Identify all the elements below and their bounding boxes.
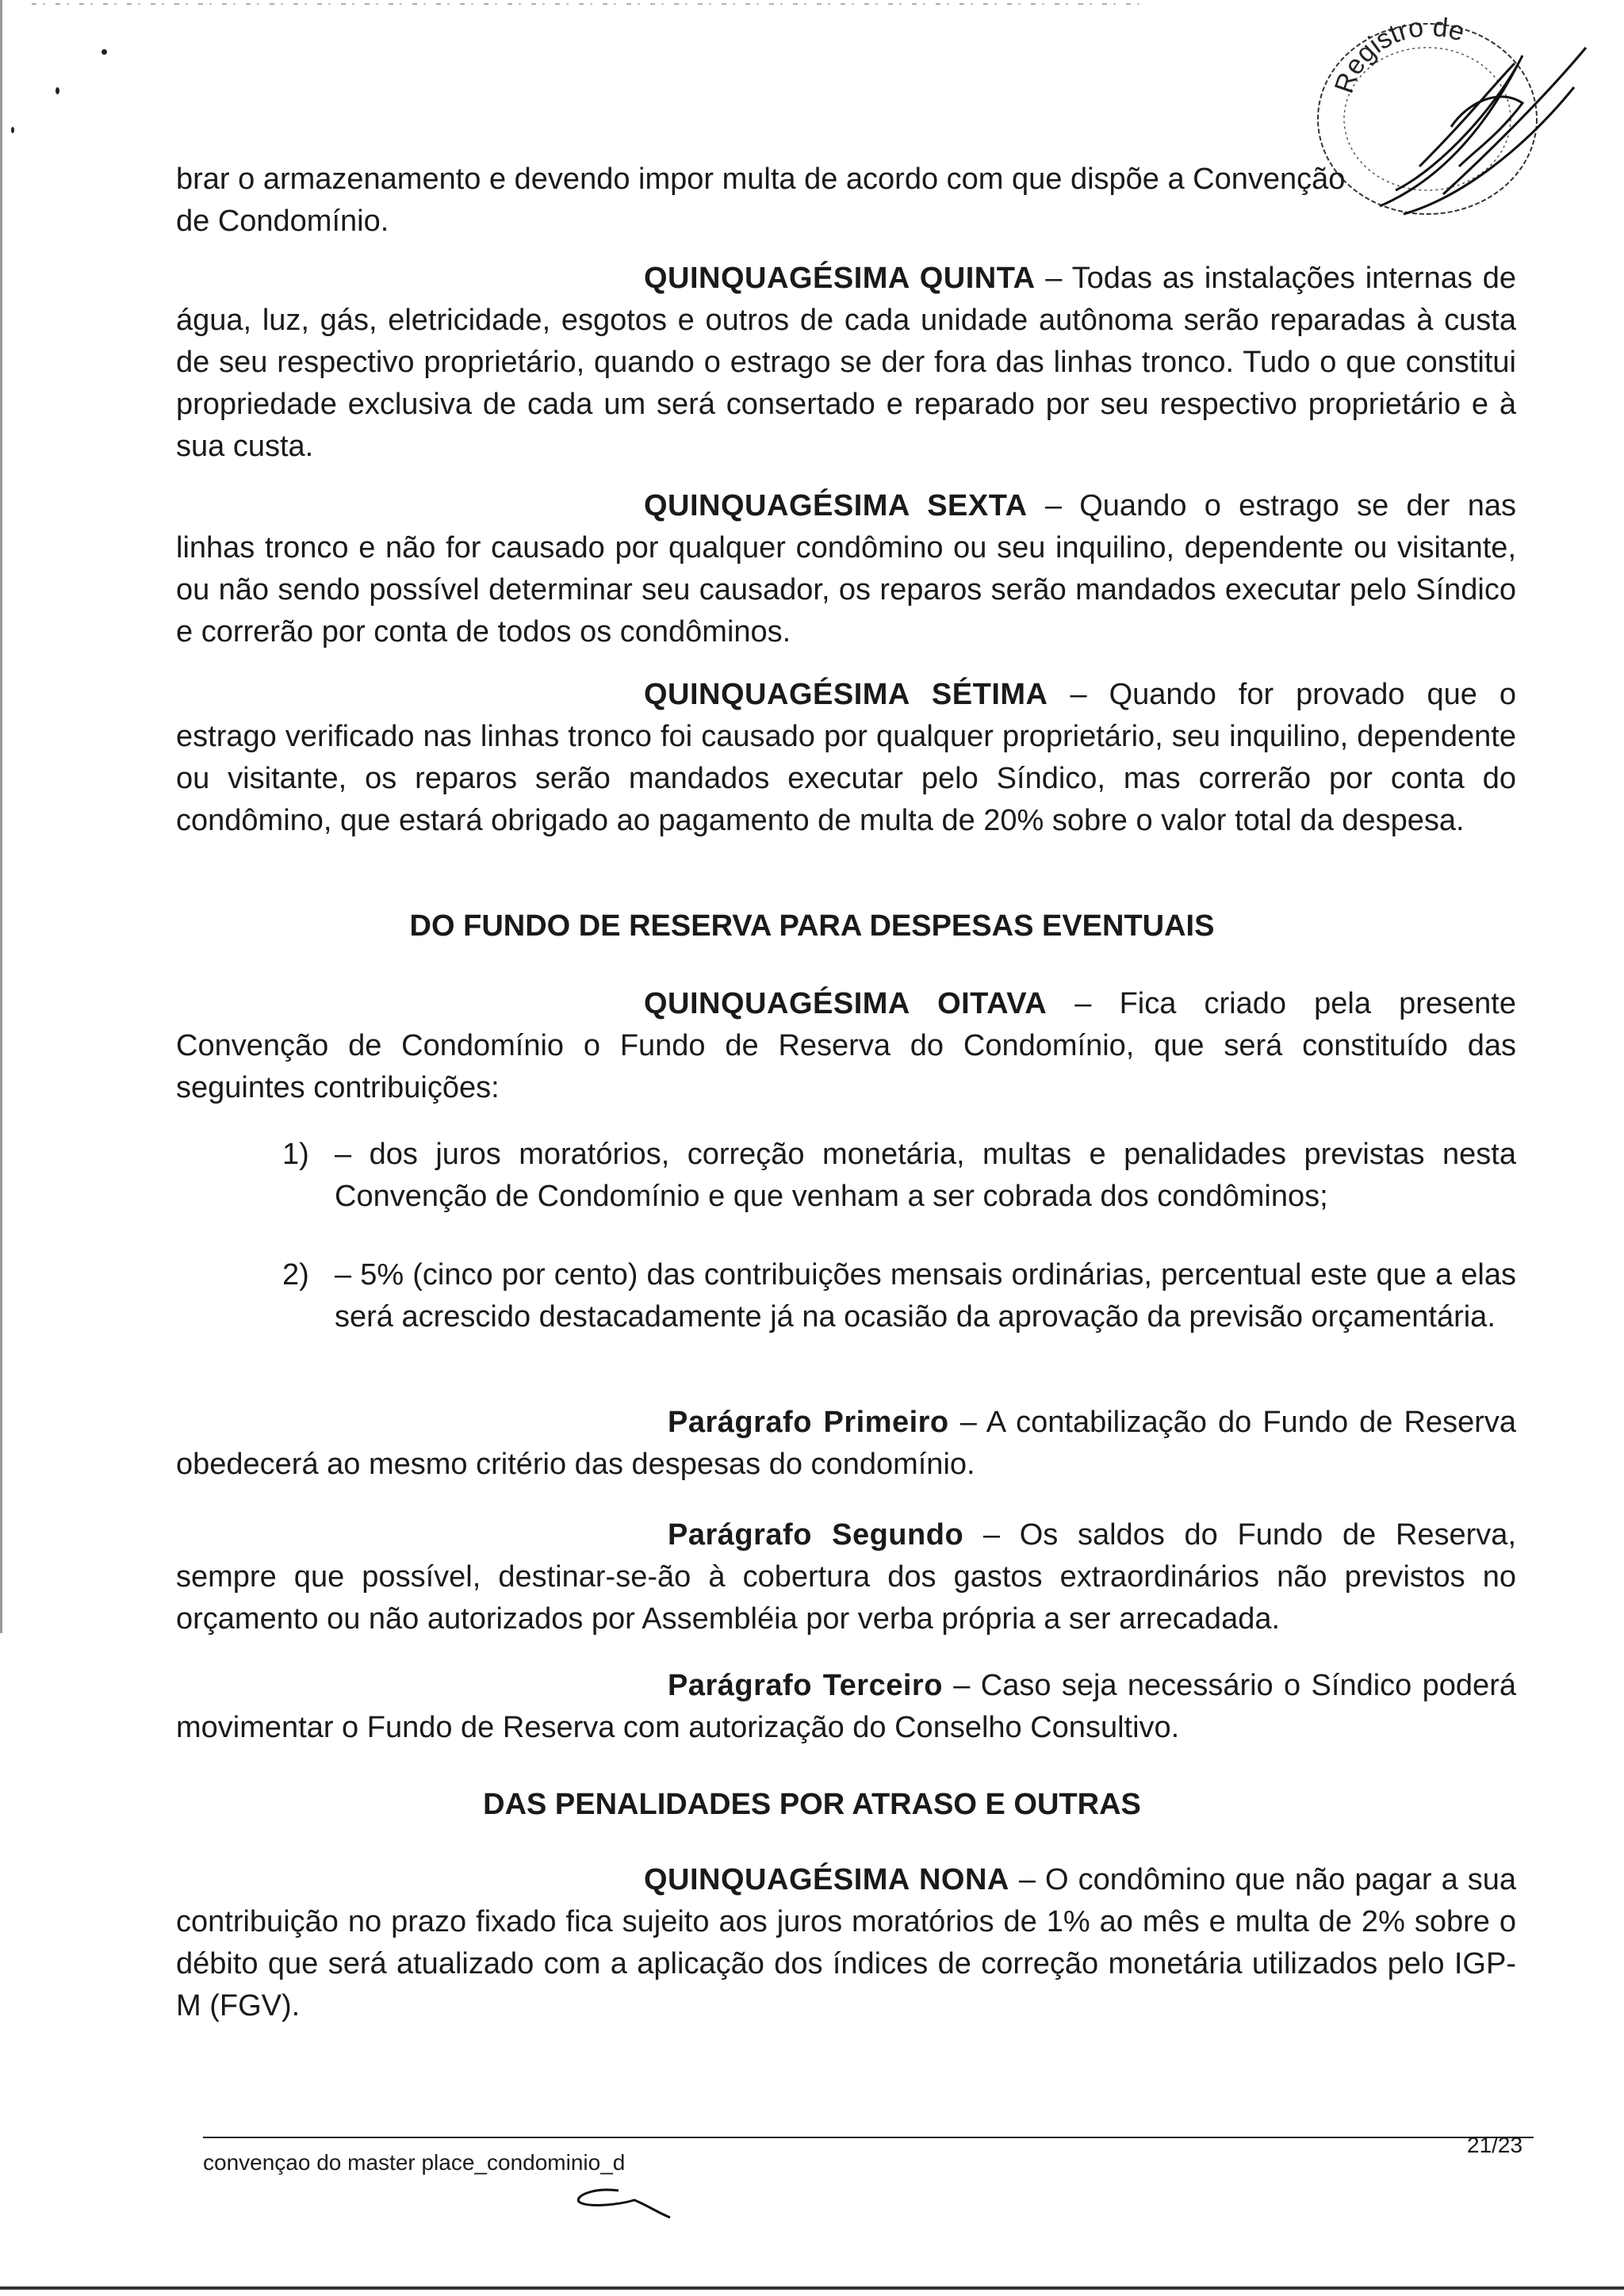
stamp-text: Registro de <box>1328 12 1469 98</box>
paragraph-third <box>176 1665 1516 1749</box>
paragraph-second-text: – Os saldos do Fundo de Reserva, sempre que possível, destinar-se-ão à cobertura dos gastos extraordinários não previstos no orçamento ou não autorizados por Assembléia por verba própria a ser arrecadada. <box>176 1518 1516 1636</box>
svg-text:Registro de <box>1329 12 1468 97</box>
clause-58-title: QUINQUAGÉSIMA OITAVA <box>644 987 1048 1020</box>
paragraph-first-text: – A contabilização do Fundo de Reserva obedecerá ao mesmo critério das despesas do condomínio. <box>176 1406 1516 1481</box>
paragraph-third-title: Parágrafo Terceiro <box>668 1669 943 1702</box>
clause-55-title: QUINQUAGÉSIMA QUINTA <box>644 262 1036 295</box>
footer-rule <box>203 2137 1534 2138</box>
paragraph-first-title: Parágrafo Primeiro <box>668 1406 949 1439</box>
paragraph-first <box>176 1402 1516 1486</box>
list-item <box>282 1254 1516 1338</box>
list-item-number: 1) <box>282 1138 309 1171</box>
intro-line-1: brar o armazenamento e devendo impor multa de acordo com que dispõe a Convenção <box>176 163 1346 196</box>
clause-59-title: QUINQUAGÉSIMA NONA <box>644 1863 1009 1896</box>
scan-bottom-edge <box>0 2286 1624 2290</box>
list-item <box>282 1134 1516 1218</box>
clause-59 <box>176 1859 1516 2027</box>
section-heading-reserve-fund: DO FUNDO DE RESERVA PARA DESPESAS EVENTUAIS <box>409 909 1215 943</box>
list-item-number: 2) <box>282 1258 309 1292</box>
paragraph-second-title: Parágrafo Segundo <box>668 1518 964 1552</box>
scan-edge <box>0 0 2 1633</box>
clause-56-title: QUINQUAGÉSIMA SEXTA <box>644 489 1028 522</box>
initials-signature <box>571 2184 674 2220</box>
clause-55 <box>176 258 1516 468</box>
clause-55-text: – Todas as instalações internas de água, luz, gás, eletricidade, esgotos e outros de cada unidade autônoma serão reparadas à custa de seu respectivo proprietário, quando o estrago se der fora das linhas tronco. Tudo o que constitui propriedade exclusiva de cada um será consertado e reparado por seu respectivo proprietário e à sua custa. <box>176 262 1517 463</box>
clause-56 <box>176 485 1516 653</box>
clause-58-text: – Fica criado pela presente Convenção de Condomínio o Fundo de Reserva do Condomínio, que será constituído das seguintes contribuições: <box>176 987 1516 1104</box>
scan-speck <box>102 49 107 55</box>
clause-59-text: – O condômino que não pagar a sua contribuição no prazo fixado fica sujeito aos juros moratórios de 1% ao mês e multa de 2% sobre o débito que será atualizado com a aplicação dos índices de correção monetária utilizados pelo IGP-M (FGV). <box>176 1863 1516 2022</box>
paragraph-second <box>176 1514 1516 1640</box>
clause-57 <box>176 674 1516 842</box>
list-item-text: – 5% (cinco por cento) das contribuições mensais ordinárias, percentual este que a elas será acrescido destacadamente já na ocasião da aprovação da previsão orçamentária. <box>335 1258 1516 1334</box>
clause-58 <box>176 983 1516 1109</box>
intro-line-2: de Condomínio. <box>176 205 389 238</box>
scan-speck <box>56 87 59 94</box>
page-number: 21/23 <box>1467 2133 1523 2157</box>
section-heading-penalties: DAS PENALIDADES POR ATRASO E OUTRAS <box>483 1788 1141 1821</box>
scan-noise <box>32 3 1142 5</box>
scan-speck <box>11 127 14 133</box>
paragraph-third-text: – Caso seja necessário o Síndico poderá movimentar o Fundo de Reserva com autorização do Conselho Consultivo. <box>176 1669 1516 1744</box>
document-name: convençao do master place_condominio_d <box>203 2150 626 2175</box>
clause-57-text: – Quando for provado que o estrago verificado nas linhas tronco foi causado por qualquer proprietário, seu inquilino, dependente ou visitante, os reparos serão mandados executar pelo Síndico, mas correrão por conta do condômino, que estará obrigado ao pagamento de multa de 20% sobre o valor total da despesa. <box>176 678 1516 837</box>
clause-56-text: – Quando o estrago se der nas linhas tronco e não for causado por qualquer condômino ou seu inquilino, dependente ou visitante, ou não sendo possível determinar seu causador, os reparos serão mandados executar pelo Síndico e correrão por conta de todos os condôminos. <box>176 489 1516 649</box>
list-item-text: – dos juros moratórios, correção monetária, multas e penalidades previstas nesta Convenção de Condomínio e que venham a ser cobrada dos condôminos; <box>335 1138 1516 1213</box>
clause-57-title: QUINQUAGÉSIMA SÉTIMA <box>644 678 1048 711</box>
